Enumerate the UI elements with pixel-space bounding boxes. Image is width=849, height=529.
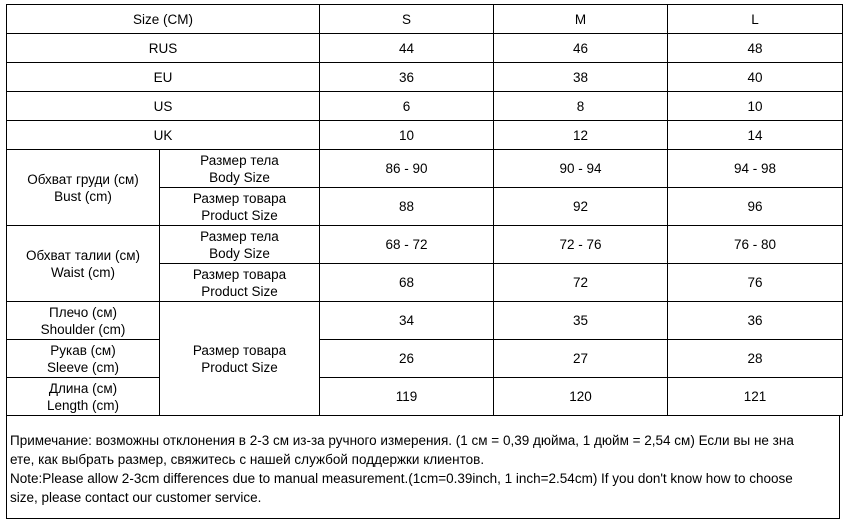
us-row — [7, 92, 843, 121]
eu-l: 40 — [668, 63, 843, 92]
bust-body-sublabel-ru: Размер тела — [200, 152, 279, 168]
sleeve-label-en: Sleeve (cm) — [46, 359, 119, 375]
eu-m: 38 — [494, 63, 668, 92]
waist-body-m: 72 - 76 — [494, 226, 668, 264]
shoulder-label-en: Shoulder (cm) — [40, 321, 126, 337]
waist-product-l: 76 — [668, 264, 843, 302]
waist-body-s: 68 - 72 — [320, 226, 494, 264]
rus-label: RUS — [7, 34, 320, 63]
sleeve-row — [7, 340, 843, 378]
note-line-en-2: size, please contact our customer service. — [10, 490, 262, 505]
waist-product-sublabel-en: Product Size — [201, 283, 278, 299]
sleeve-label-ru: Рукав (см) — [50, 342, 116, 358]
bust-product-sublabel-en: Product Size — [201, 207, 278, 223]
sleeve-l: 28 — [668, 340, 843, 378]
note-line-ru-2: ете, как выбрать размер, свяжитесь с нашей службой поддержки клиентов. — [10, 452, 485, 467]
bust-product-sublabel — [160, 188, 320, 226]
waist-body-l: 76 - 80 — [668, 226, 843, 264]
size-header-label: Size (CM) — [7, 5, 320, 34]
bust-product-l: 96 — [668, 188, 843, 226]
rus-m: 46 — [494, 34, 668, 63]
waist-label-en: Waist (cm) — [51, 264, 115, 280]
bust-label — [7, 150, 160, 226]
sleeve-label — [7, 340, 160, 378]
bust-product-s: 88 — [320, 188, 494, 226]
shoulder-row — [7, 302, 843, 340]
product-group-label-ru: Размер товара — [192, 342, 287, 358]
eu-row — [7, 63, 843, 92]
uk-m: 12 — [494, 121, 668, 150]
us-s: 6 — [320, 92, 494, 121]
us-label: US — [7, 92, 320, 121]
uk-row — [7, 121, 843, 150]
waist-product-s: 68 — [320, 264, 494, 302]
bust-body-row — [7, 150, 843, 188]
sleeve-m: 27 — [494, 340, 668, 378]
uk-label: UK — [7, 121, 320, 150]
note-line-en-1: Note:Please allow 2-3cm differences due to manual measurement.(1cm=0.39inch, 1 inch=2.54cm) If you don't know how to choose — [10, 471, 793, 486]
bust-product-m: 92 — [494, 188, 668, 226]
bust-body-sublabel-en: Body Size — [209, 169, 270, 185]
length-s: 119 — [320, 378, 494, 416]
waist-label-ru: Обхват талии (см) — [26, 247, 140, 263]
rus-l: 48 — [668, 34, 843, 63]
bust-label-ru: Обхват груди (см) — [27, 171, 139, 187]
product-size-group-label — [160, 302, 320, 416]
eu-s: 36 — [320, 63, 494, 92]
uk-l: 14 — [668, 121, 843, 150]
bust-body-sublabel — [160, 150, 320, 188]
length-m: 120 — [494, 378, 668, 416]
bust-body-l: 94 - 98 — [668, 150, 843, 188]
waist-label — [7, 226, 160, 302]
waist-product-sublabel-ru: Размер товара — [192, 266, 287, 282]
product-group-label-en: Product Size — [201, 359, 278, 375]
rus-s: 44 — [320, 34, 494, 63]
length-label-en: Length (cm) — [46, 397, 120, 413]
shoulder-s: 34 — [320, 302, 494, 340]
shoulder-label — [7, 302, 160, 340]
uk-s: 10 — [320, 121, 494, 150]
us-m: 8 — [494, 92, 668, 121]
waist-body-sublabel — [160, 226, 320, 264]
rus-row — [7, 34, 843, 63]
size-chart-table — [6, 4, 843, 416]
shoulder-l: 36 — [668, 302, 843, 340]
sleeve-s: 26 — [320, 340, 494, 378]
waist-product-m: 72 — [494, 264, 668, 302]
length-label-ru: Длина (см) — [48, 380, 118, 396]
size-s-header: S — [320, 5, 494, 34]
bust-body-s: 86 - 90 — [320, 150, 494, 188]
us-l: 10 — [668, 92, 843, 121]
length-row — [7, 378, 843, 416]
header-row — [7, 5, 843, 34]
shoulder-label-ru: Плечо (см) — [49, 304, 117, 320]
note-line-ru-1: Примечание: возможны отклонения в 2-3 см из-за ручного измерения. (1 см = 0,39 дюйма, 1 дюйм = 2,54 см) Если вы не зна — [10, 433, 794, 448]
size-m-header: M — [494, 5, 668, 34]
size-l-header: L — [668, 5, 843, 34]
measurement-note — [6, 415, 840, 519]
shoulder-m: 35 — [494, 302, 668, 340]
length-label — [7, 378, 160, 416]
bust-body-m: 90 - 94 — [494, 150, 668, 188]
waist-body-row — [7, 226, 843, 264]
eu-label: EU — [7, 63, 320, 92]
bust-label-en: Bust (cm) — [54, 188, 112, 204]
waist-body-sublabel-en: Body Size — [209, 245, 270, 261]
bust-product-sublabel-ru: Размер товара — [192, 190, 287, 206]
waist-product-sublabel — [160, 264, 320, 302]
length-l: 121 — [668, 378, 843, 416]
waist-body-sublabel-ru: Размер тела — [200, 228, 279, 244]
